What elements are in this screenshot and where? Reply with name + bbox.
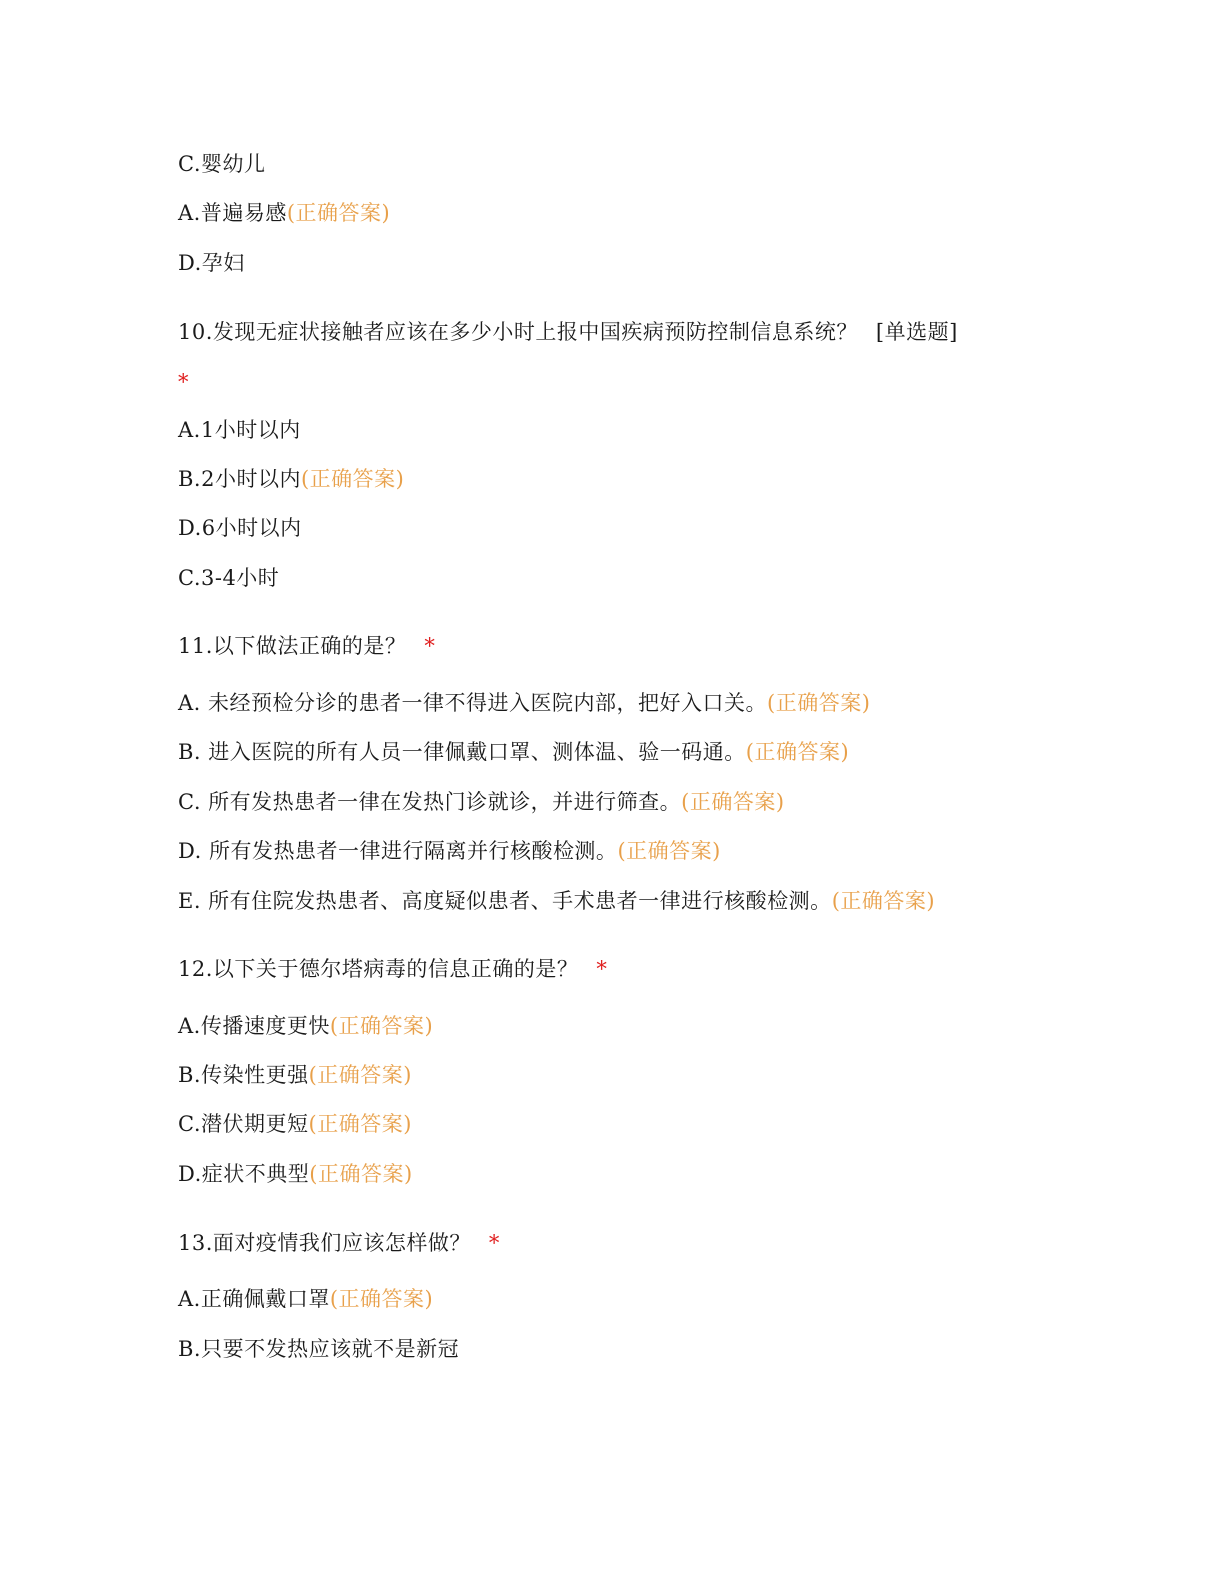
correct-answer-tag: (正确答案) (329, 1014, 434, 1038)
q10-required-mark (178, 368, 189, 396)
q10-option-a (178, 416, 301, 444)
required-star: * (596, 957, 608, 981)
required-star: * (488, 1231, 500, 1255)
option-text: A.1小时以内 (178, 418, 301, 442)
q13-option-b (178, 1335, 459, 1363)
option-text: B. 进入医院的所有人员一律佩戴口罩、测体温、验一码通。 (178, 740, 746, 764)
correct-answer-tag: (正确答案) (308, 1112, 412, 1136)
option-text: A.普遍易感 (178, 201, 287, 225)
q12-option-b (178, 1061, 412, 1089)
required-star: * (178, 370, 189, 394)
q11-option-e (178, 887, 935, 915)
option-text: A.正确佩戴口罩 (178, 1287, 330, 1311)
q11-option-d (178, 837, 721, 865)
option-text: E. 所有住院发热患者、高度疑似患者、手术患者一律进行核酸检测。 (178, 889, 832, 913)
question-text: 12.以下关于德尔塔病毒的信息正确的是？ (178, 957, 579, 981)
option-text: B.2小时以内 (178, 467, 301, 491)
option-text: C.婴幼儿 (178, 152, 266, 176)
q10-option-b (178, 465, 404, 493)
correct-answer-tag: (正确答案) (300, 467, 405, 491)
option-text: D.孕妇 (178, 251, 245, 275)
correct-answer-tag: (正确答案) (286, 201, 391, 225)
question-text: 13.面对疫情我们应该怎样做？ (178, 1231, 471, 1255)
correct-answer-tag: (正确答案) (309, 1162, 413, 1186)
q11-question (178, 632, 435, 660)
q9-option-c (178, 150, 266, 178)
option-text: C.3-4小时 (178, 566, 280, 590)
correct-answer-tag: (正确答案) (308, 1063, 412, 1087)
option-text: A.传播速度更快 (178, 1014, 330, 1038)
option-text: A. 未经预检分诊的患者一律不得进入医院内部，把好入口关。 (178, 691, 768, 715)
correct-answer-tag: (正确答案) (767, 691, 871, 715)
option-text: D.症状不典型 (178, 1162, 310, 1186)
option-text: D.6小时以内 (178, 516, 302, 540)
question-type-tag: [单选题] (875, 320, 958, 344)
correct-answer-tag: (正确答案) (681, 790, 785, 814)
question-text: 10.发现无症状接触者应该在多少小时上报中国疾病预防控制信息系统？ (178, 320, 858, 344)
q11-option-c (178, 788, 785, 816)
correct-answer-tag: (正确答案) (745, 740, 850, 764)
q10-question (178, 318, 958, 346)
question-text: 11.以下做法正确的是？ (178, 634, 407, 658)
q10-option-c (178, 564, 279, 592)
q11-option-a (178, 689, 870, 717)
q13-option-a (178, 1285, 433, 1313)
q10-option-d (178, 514, 302, 542)
q9-option-d (178, 249, 245, 277)
q12-question (178, 955, 607, 983)
correct-answer-tag: (正确答案) (831, 889, 936, 913)
q12-option-a (178, 1012, 433, 1040)
option-text: C. 所有发热患者一律在发热门诊就诊，并进行筛查。 (178, 790, 682, 814)
q9-option-a (178, 199, 390, 227)
correct-answer-tag: (正确答案) (617, 839, 721, 863)
option-text: C.潜伏期更短 (178, 1112, 309, 1136)
q12-option-d (178, 1160, 413, 1188)
q12-option-c (178, 1110, 412, 1138)
correct-answer-tag: (正确答案) (329, 1287, 434, 1311)
option-text: B.传染性更强 (178, 1063, 309, 1087)
required-star: * (424, 634, 436, 658)
option-text: D. 所有发热患者一律进行隔离并行核酸检测。 (178, 839, 618, 863)
q13-question (178, 1229, 500, 1257)
option-text: B.只要不发热应该就不是新冠 (178, 1337, 460, 1361)
q11-option-b (178, 738, 849, 766)
